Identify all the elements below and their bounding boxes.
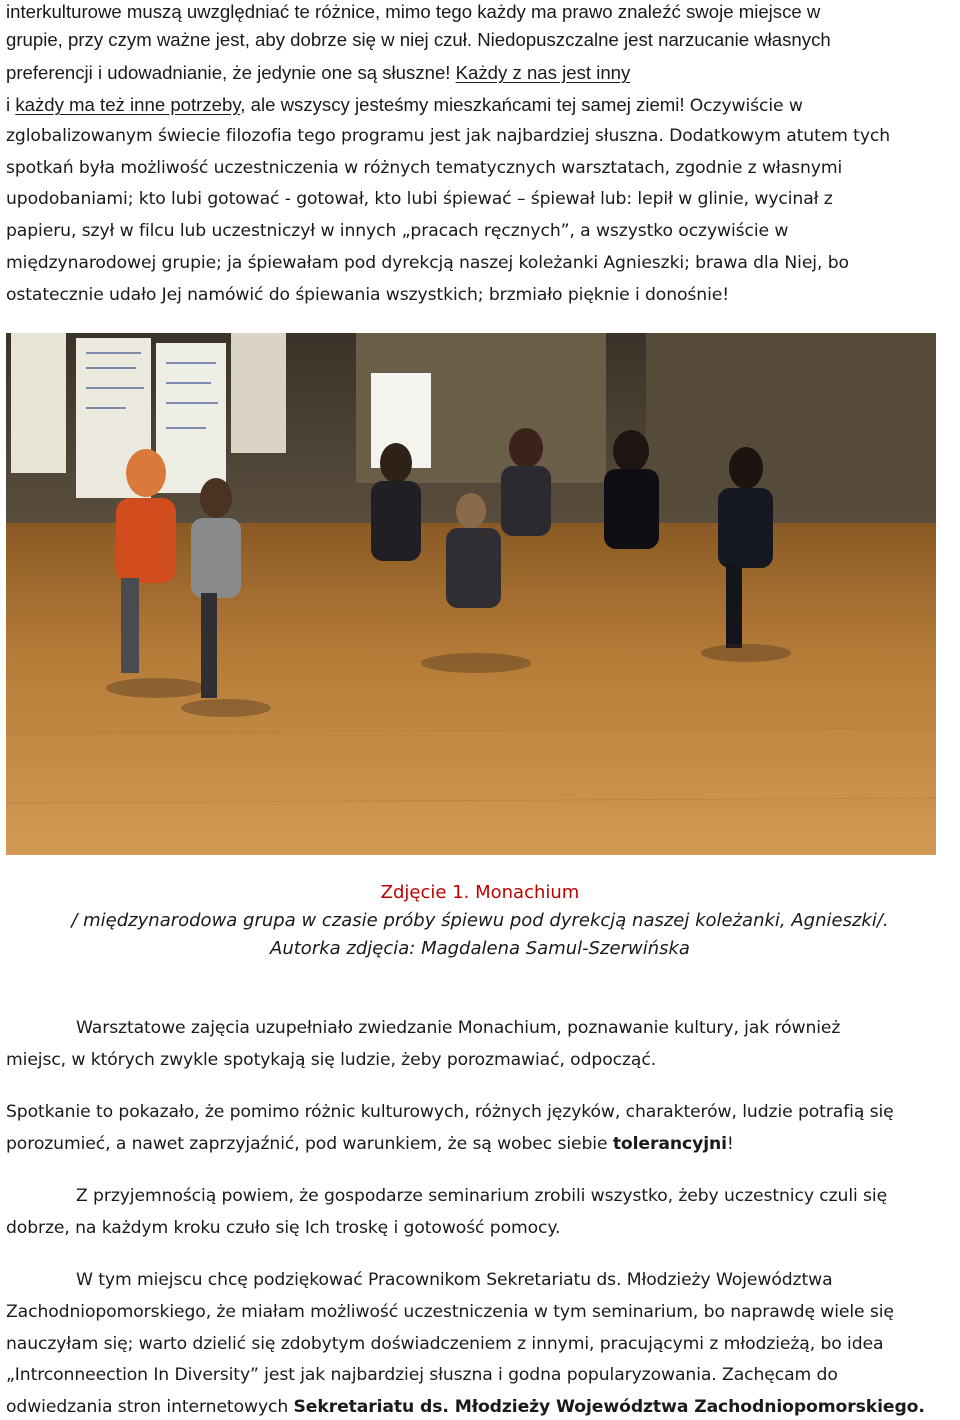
intro-line-5-a: zglobalizowanym świecie filozofia tego programu jest jak najbardziej słuszna. bbox=[6, 126, 664, 146]
group-photo bbox=[6, 333, 936, 855]
p4-line-3: nauczyłam się; warto dzielić się zdobytym doświadczeniem z innymi, pracującymi z młodzieżą, bo idea bbox=[6, 1334, 884, 1354]
intro-line-3 bbox=[6, 61, 630, 85]
intro-line-4 bbox=[6, 93, 803, 118]
intro-line-7: upodobaniami; kto lubi gotować - gotował, kto lubi śpiewać – śpiewał lub: lepił w glinie, wycinał z bbox=[6, 189, 833, 209]
intro-line-5 bbox=[6, 124, 890, 148]
intro-line-8: papieru, szył w filcu lub uczestniczył w innych „pracach ręcznych”, a wszystko oczywiście w bbox=[6, 221, 789, 241]
intro-line-1: interkulturowe muszą uwzględniać te różnice, mimo tego każdy ma prawo znaleźć swoje miejsce w bbox=[6, 1, 821, 22]
p2-line-2-text: porozumieć, a nawet zaprzyjaźnić, pod warunkiem, że są wobec siebie bbox=[6, 1134, 608, 1154]
bold-word-tolerancyjni: tolerancyjni bbox=[612, 1134, 727, 1154]
p4-line-2: Zachodniopomorskiego, że miałam możliwość uczestniczenia w tym seminarium, bo naprawdę wiele się bbox=[6, 1302, 894, 1322]
p4-line-4: „Intrconneection In Diversity” jest jak najbardziej słuszna i godna popularyzowania. Zachęcam do bbox=[6, 1365, 838, 1385]
underlined-phrase-2: każdy ma też inne potrzeby bbox=[15, 94, 241, 115]
intro-line-4-start: i bbox=[6, 94, 11, 115]
intro-line-4-mid: , ale wszyscy jesteśmy mieszkańcami tej samej ziemi! bbox=[240, 94, 685, 115]
photo-caption-author: Autorka zdjęcia: Magdalena Samul-Szerwińska bbox=[270, 938, 690, 959]
intro-line-6: spotkań była możliwość uczestniczenia w różnych tematycznych warsztatach, zgodnie z własnymi bbox=[6, 158, 843, 178]
intro-line-5-b: Dodatkowym atutem tych bbox=[669, 126, 891, 146]
p2-line-2 bbox=[6, 1132, 734, 1156]
p4-line-5-text: odwiedzania stron internetowych bbox=[6, 1397, 289, 1417]
underlined-phrase: Każdy z nas jest inny bbox=[455, 62, 631, 83]
p4-line-5 bbox=[6, 1395, 925, 1419]
intro-line-4-end: Oczywiście w bbox=[689, 96, 803, 116]
p2-line-1: Spotkanie to pokazało, że pomimo różnic kulturowych, różnych języków, charakterów, ludzie potrafią się bbox=[6, 1102, 894, 1122]
p1-line-1: Warsztatowe zajęcia uzupełniało zwiedzanie Monachium, poznawanie kultury, jak również bbox=[76, 1018, 841, 1038]
p3-line-1: Z przyjemnością powiem, że gospodarze seminarium zrobili wszystko, żeby uczestnicy czuli się bbox=[76, 1186, 888, 1206]
p3-line-2: dobrze, na każdym kroku czuło się Ich troskę i gotowość pomocy. bbox=[6, 1218, 561, 1238]
intro-line-10: ostatecznie udało Jej namówić do śpiewania wszystkich; brzmiało pięknie i donośnie! bbox=[6, 285, 730, 305]
intro-line-2: grupie, przy czym ważne jest, aby dobrze się w niej czuł. Niedopuszczalne jest narzucanie własnych bbox=[6, 29, 831, 50]
photo-caption-description: / międzynarodowa grupa w czasie próby śpiewu pod dyrekcją naszej koleżanki, Agnieszki/. bbox=[71, 910, 889, 931]
intro-line-3-text: preferencji i udowadnianie, że jedynie one są słuszne! bbox=[6, 62, 451, 83]
p4-line-1: W tym miejscu chcę podziękować Pracownikom Sekretariatu ds. Młodzieży Województwa bbox=[76, 1270, 833, 1290]
p1-line-2: miejsc, w których zwykle spotykają się ludzie, żeby porozmawiać, odpocząć. bbox=[6, 1050, 657, 1070]
p2-line-2-end: ! bbox=[726, 1134, 734, 1154]
photo-caption-title: Zdjęcie 1. Monachium bbox=[380, 882, 580, 903]
bold-secretariat-name: Sekretariatu ds. Młodzieży Województwa Zachodniopomorskiego. bbox=[293, 1397, 925, 1417]
intro-line-9: międzynarodowej grupie; ja śpiewałam pod dyrekcją naszej koleżanki Agnieszki; brawa dla Niej, bo bbox=[6, 253, 849, 273]
